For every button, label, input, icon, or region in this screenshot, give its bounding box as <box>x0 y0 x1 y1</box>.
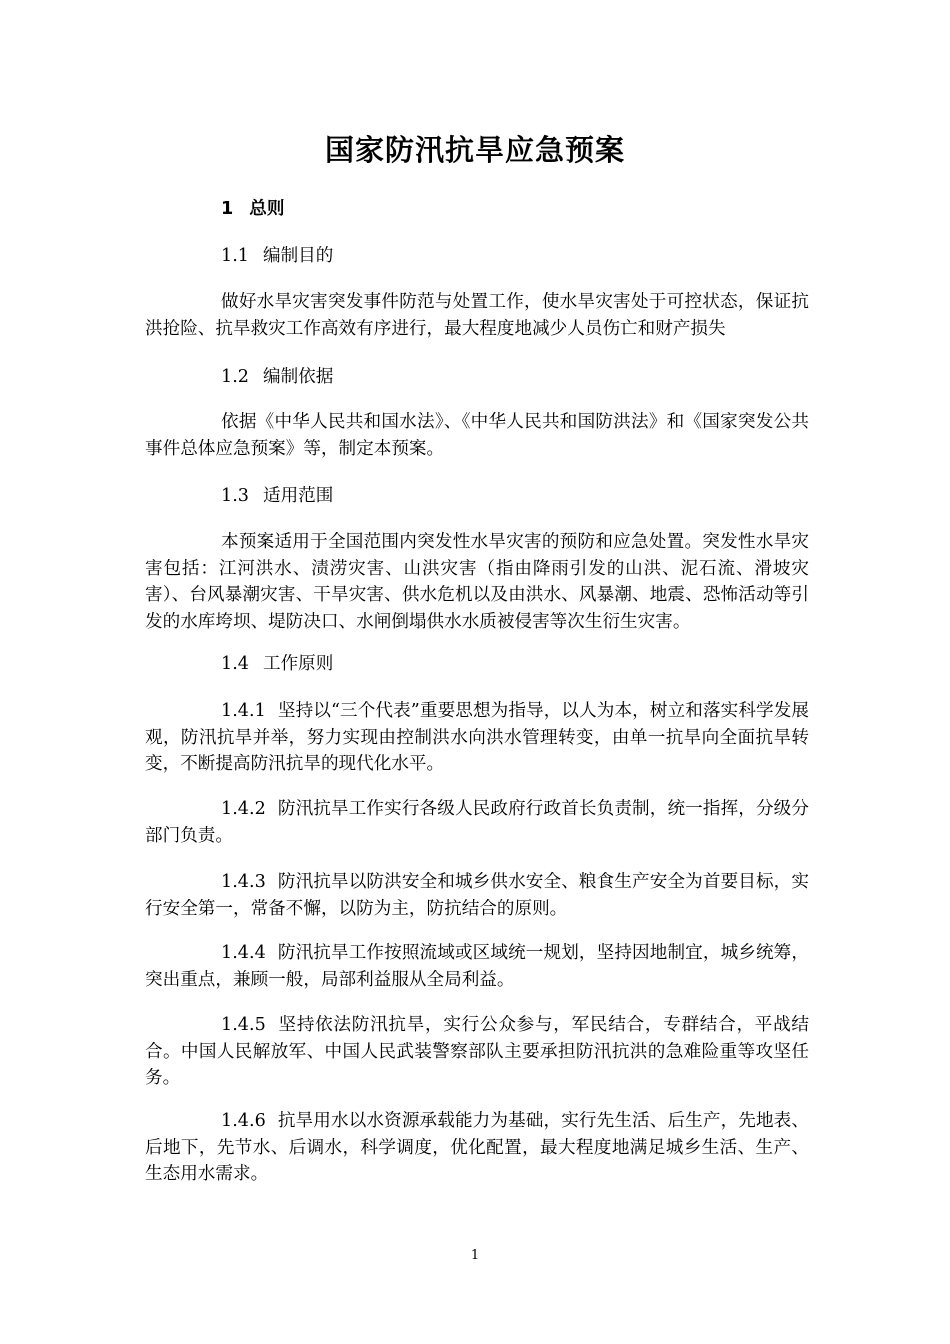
section-number: 1.1 <box>221 246 249 266</box>
section-number: 1.3 <box>221 486 249 506</box>
section-heading-1-4 <box>221 651 333 678</box>
paragraph-1-4-3 <box>145 869 809 922</box>
paragraph-text: 防汛抗旱工作实行各级人民政府行政首长负责制，统一指挥，分级分部门负责。 <box>145 799 809 846</box>
paragraph-text: 防汛抗旱工作按照流域或区域统一规划，坚持因地制宜，城乡统筹，突出重点，兼顾一般，局部利益服从全局利益。 <box>145 943 809 990</box>
section-number: 1.2 <box>221 367 249 387</box>
paragraph-1-4-4 <box>145 940 809 993</box>
paragraph-1-4-5 <box>145 1012 809 1092</box>
page-number: 1 <box>470 1248 480 1263</box>
paragraph-number: 1.4.1 <box>221 701 266 721</box>
section-title: 工作原则 <box>262 654 334 674</box>
section-heading-1-3 <box>221 483 333 510</box>
paragraph-text: 坚持依法防汛抗旱，实行公众参与，军民结合，专群结合，平战结合。中国人民解放军、中国人民武装警察部队主要承担防汛抗洪的急难险重等攻坚任务。 <box>145 1015 809 1088</box>
paragraph-text: 防汛抗旱以防洪安全和城乡供水安全、粮食生产安全为首要目标，实行安全第一，常备不懈，以防为主，防抗结合的原则。 <box>145 872 809 919</box>
paragraph-number: 1.4.6 <box>221 1111 266 1131</box>
section-title: 总则 <box>249 199 285 219</box>
paragraph-1-1-body: 做好水旱灾害突发事件防范与处置工作，使水旱灾害处于可控状态，保证抗洪抢险、抗旱救灾工作高效有序进行，最大程度地减少人员伤亡和财产损失 <box>145 292 809 339</box>
section-number: 1 <box>221 199 234 219</box>
paragraph-1-4-6 <box>145 1108 809 1188</box>
paragraph-number: 1.4.5 <box>221 1015 266 1035</box>
section-number: 1.4 <box>221 654 249 674</box>
paragraph-number: 1.4.4 <box>221 943 266 963</box>
paragraph-text: 抗旱用水以水资源承载能力为基础，实行先生活、后生产，先地表、后地下，先节水、后调水，科学调度，优化配置，最大程度地满足城乡生活、生产、生态用水需求。 <box>145 1111 809 1184</box>
section-heading-1-2 <box>221 364 333 391</box>
paragraph-1-4-2 <box>145 796 809 849</box>
section-title: 编制目的 <box>262 246 334 266</box>
paragraph-1-4-1 <box>145 698 809 778</box>
paragraph-text: 坚持以“三个代表”重要思想为指导，以人为本，树立和落实科学发展观，防汛抗旱并举，努力实现由控制洪水向洪水管理转变，由单一抗旱向全面抗旱转变，不断提高防汛抗旱的现代化水平。 <box>145 701 809 774</box>
section-title: 编制依据 <box>262 367 334 387</box>
section-title: 适用范围 <box>262 486 334 506</box>
document-title: 国家防汛抗旱应急预案 <box>324 133 625 167</box>
section-heading-1 <box>221 196 284 223</box>
paragraph-number: 1.4.3 <box>221 872 266 892</box>
paragraph-1-3-body: 本预案适用于全国范围内突发性水旱灾害的预防和应急处置。突发性水旱灾害包括：江河洪水、渍涝灾害、山洪灾害（指由降雨引发的山洪、泥石流、滑坡灾害）、台风暴潮灾害、干旱灾害、供水危机以及由洪水、风暴潮、地震、恐怖活动等引发的水库垮坝、堤防决口、水闸倒塌供水水质被侵害等次生衍生灾害。 <box>145 532 809 632</box>
paragraph-1-2-body: 依据《中华人民共和国水法》、《中华人民共和国防洪法》和《国家突发公共事件总体应急预案》等，制定本预案。 <box>145 412 809 459</box>
section-heading-1-1 <box>221 243 333 270</box>
paragraph-number: 1.4.2 <box>221 799 266 819</box>
